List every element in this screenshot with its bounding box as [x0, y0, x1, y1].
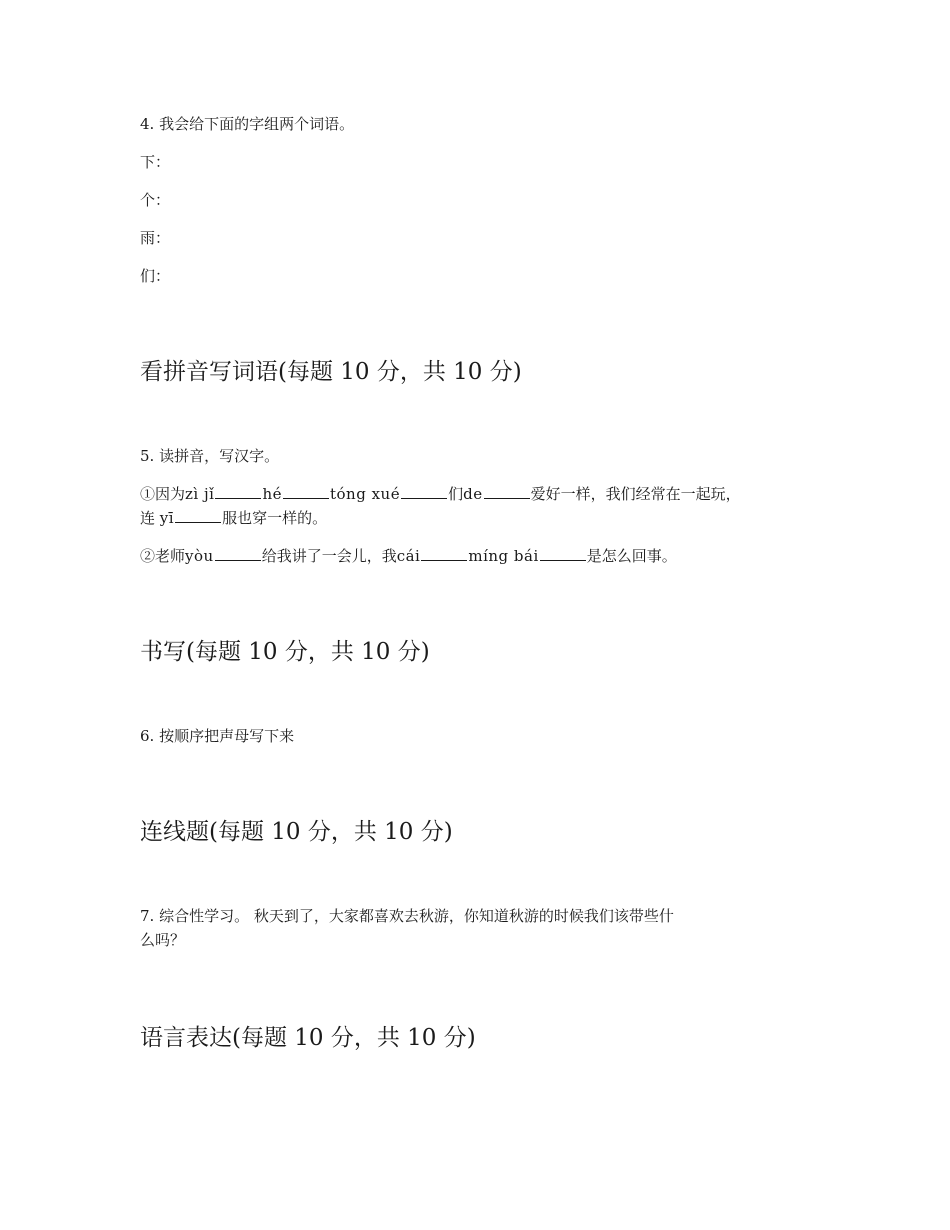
- q5-s1-pinyin-de: de: [463, 485, 483, 503]
- question-5-prompt: 5. 读拼音，写汉字。: [140, 447, 280, 465]
- q4-item-xia: 下：: [140, 153, 171, 171]
- answer-blank[interactable]: [283, 482, 329, 499]
- q5-s1-pinyin-tongxue: tóng xué: [329, 485, 401, 503]
- answer-blank[interactable]: [215, 544, 261, 561]
- question-7-line-2: 么吗？: [140, 931, 186, 949]
- answer-blank[interactable]: [421, 544, 467, 561]
- q4-item-men: 们：: [140, 267, 171, 285]
- answer-blank[interactable]: [215, 482, 261, 499]
- section-heading-pinyin: 看拼音写词语(每题 10 分，共 10 分): [140, 359, 522, 385]
- q5-sentence-1-line-2: [140, 506, 327, 530]
- q5-s2-text-c: 是怎么回事。: [586, 547, 677, 565]
- q5-s1-text-e: 服也穿一样的。: [222, 509, 328, 527]
- q5-s2-text-b: 给我讲了一会儿，我: [261, 547, 397, 565]
- answer-blank[interactable]: [401, 482, 447, 499]
- q5-s1-pinyin-yi: yī: [159, 509, 175, 527]
- q5-s1-text-a: ①因为: [140, 485, 186, 503]
- section-heading-writing: 书写(每题 10 分，共 10 分): [140, 639, 430, 665]
- q5-s1-text-b: 们: [448, 485, 464, 503]
- section-heading-matching: 连线题(每题 10 分，共 10 分): [140, 819, 453, 845]
- answer-blank[interactable]: [540, 544, 586, 561]
- q5-s2-pinyin-cai: cái: [396, 547, 421, 565]
- q5-s1-text-c: 爱好一样，我们经常在一起玩，: [530, 485, 741, 503]
- question-6-prompt: 6. 按顺序把声母写下来: [140, 727, 295, 745]
- q5-s1-pinyin-he: hé: [262, 485, 282, 503]
- answer-blank[interactable]: [175, 506, 221, 523]
- q5-s1-pinyin-ziji: zì jǐ: [185, 485, 215, 503]
- question-7-line-1: 7. 综合性学习。 秋天到了，大家都喜欢去秋游，你知道秋游的时候我们该带些什: [140, 907, 674, 925]
- answer-blank[interactable]: [484, 482, 530, 499]
- q5-sentence-1-line-1: [140, 482, 741, 506]
- q4-item-ge: 个：: [140, 191, 171, 209]
- q5-s2-pinyin-mingbai: míng bái: [468, 547, 539, 565]
- q5-s1-text-d: 连: [140, 509, 156, 527]
- section-heading-expression: 语言表达(每题 10 分，共 10 分): [140, 1025, 476, 1051]
- q4-item-yu: 雨：: [140, 229, 171, 247]
- q5-sentence-2: [140, 544, 677, 568]
- q5-s2-pinyin-you: yòu: [185, 547, 214, 565]
- q5-s2-text-a: ②老师: [140, 547, 186, 565]
- question-4-prompt: 4. 我会给下面的字组两个词语。: [140, 115, 355, 133]
